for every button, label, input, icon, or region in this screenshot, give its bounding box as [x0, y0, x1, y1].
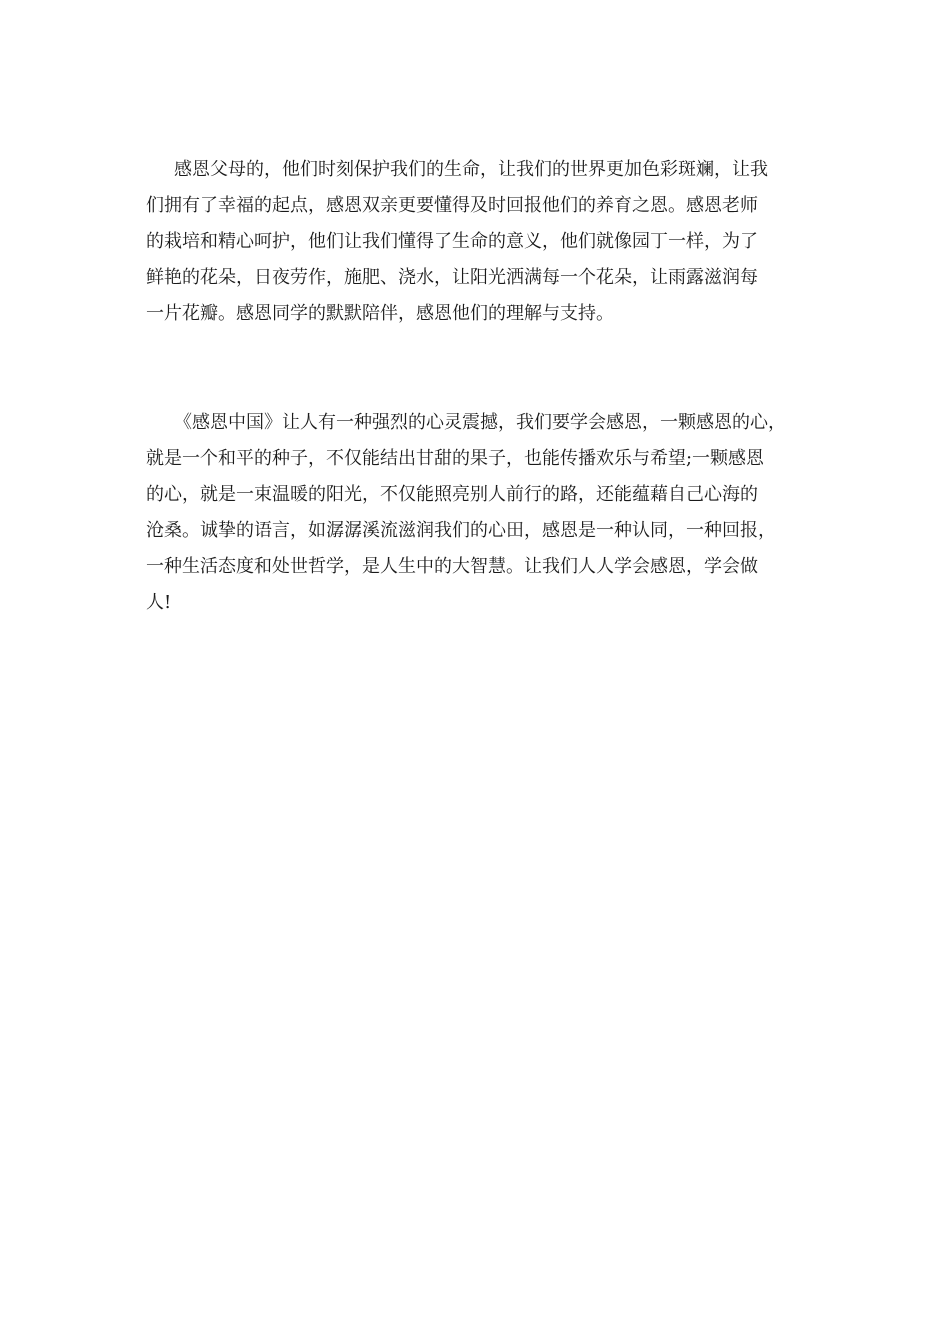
text-line: 一种生活态度和处世哲学，是人生中的大智慧。让我们人人学会感恩，学会做	[146, 556, 758, 577]
paragraph-gratitude-china	[146, 405, 836, 621]
text-line: 沧桑。诚挚的语言，如潺潺溪流滋润我们的心田，感恩是一种认同，一种回报，	[146, 520, 776, 541]
text-line: 一片花瓣。感恩同学的默默陪伴，感恩他们的理解与支持。	[146, 303, 614, 324]
text-line: 《感恩中国》让人有一种强烈的心灵震撼，我们要学会感恩，一颗感恩的心，	[174, 412, 786, 433]
paragraph-gratitude-parents-teachers	[146, 152, 836, 332]
text-line: 的栽培和精心呵护，他们让我们懂得了生命的意义，他们就像园丁一样，为了	[146, 231, 758, 252]
text-line: 鲜艳的花朵，日夜劳作，施肥、浇水，让阳光洒满每一个花朵，让雨露滋润每	[146, 267, 758, 288]
text-line: 人!	[146, 592, 172, 613]
text-line: 们拥有了幸福的起点，感恩双亲更要懂得及时回报他们的养育之恩。感恩老师	[146, 195, 758, 216]
text-line: 就是一个和平的种子，不仅能结出甘甜的果子，也能传播欢乐与希望;一颗感恩	[146, 448, 765, 469]
text-line: 的心，就是一束温暖的阳光，不仅能照亮别人前行的路，还能蕴藉自己心海的	[146, 484, 758, 505]
text-line: 感恩父母的，他们时刻保护我们的生命，让我们的世界更加色彩斑斓，让我	[174, 159, 768, 180]
